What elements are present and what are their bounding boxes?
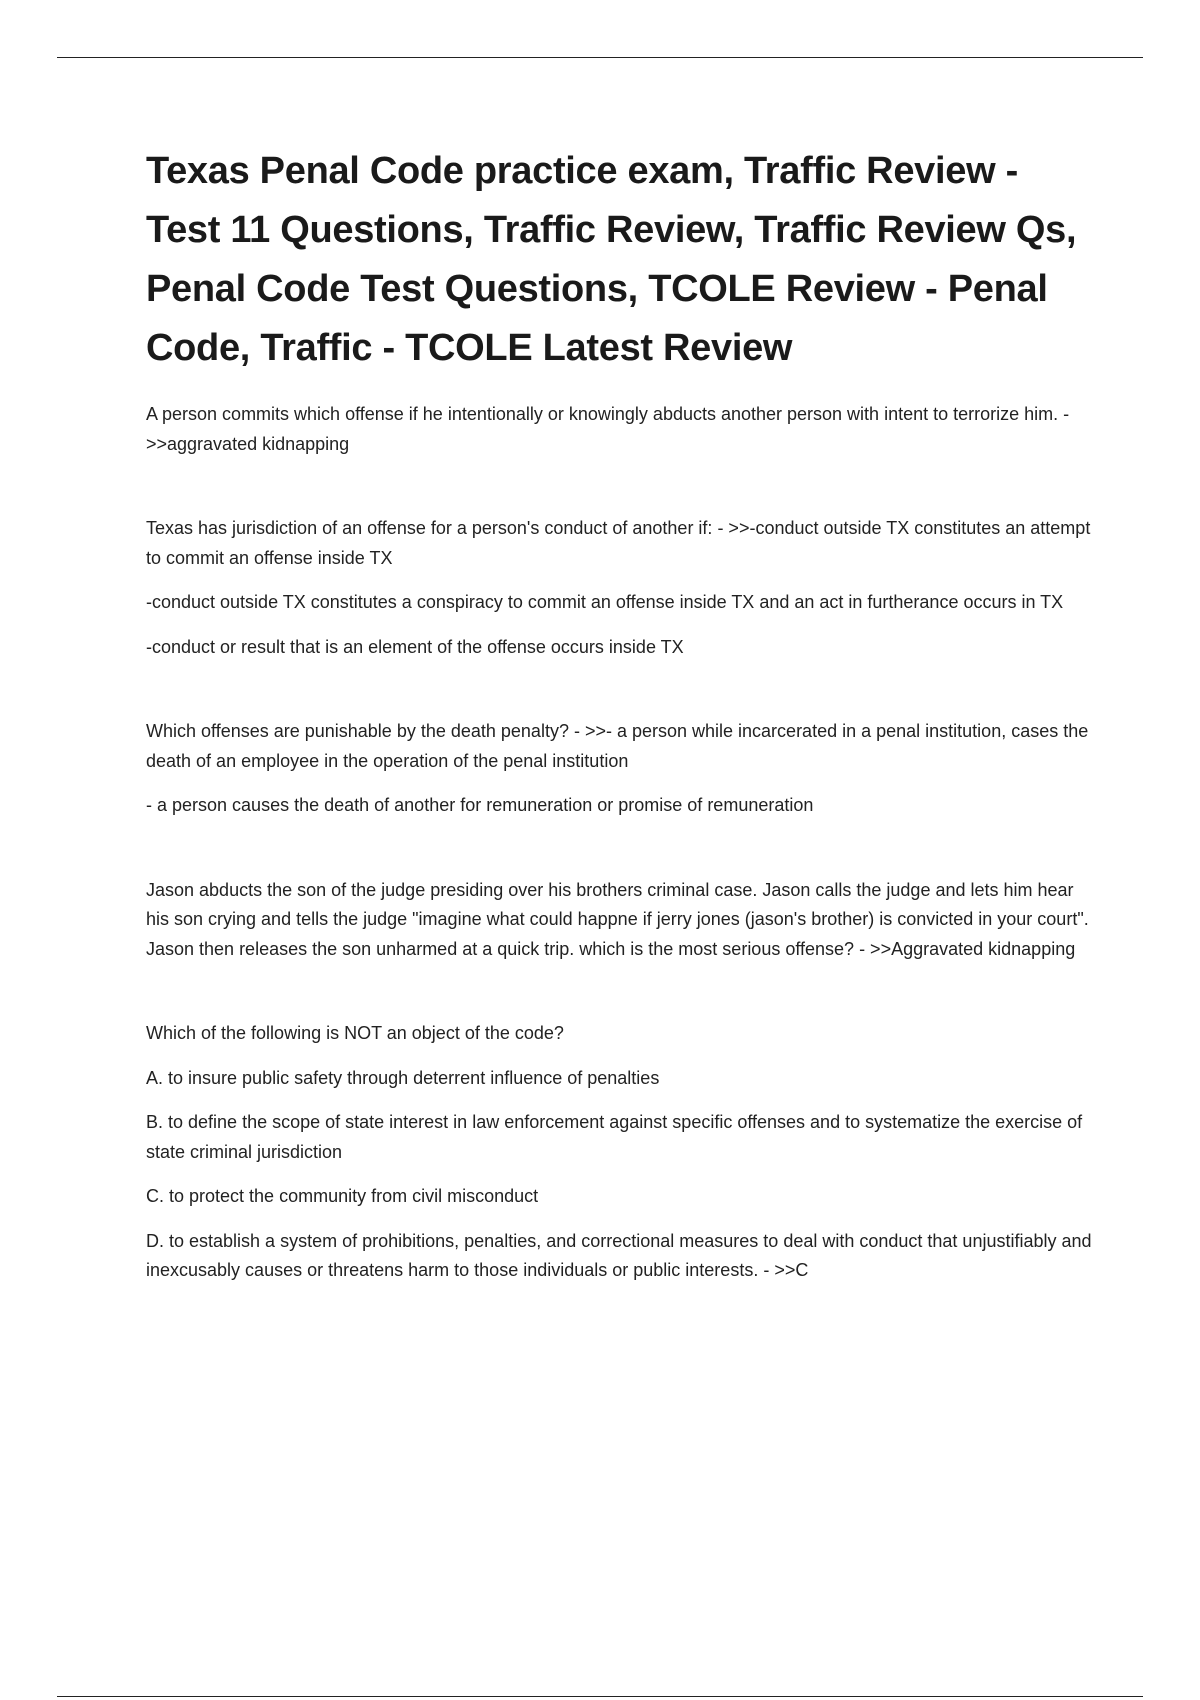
question-item-2	[146, 514, 1096, 662]
option-c: C. to protect the community from civil misconduct	[146, 1186, 539, 1206]
top-divider	[57, 57, 1143, 58]
question-text: Jason abducts the son of the judge presiding over his brothers criminal case. Jason calls the judge and lets him hear his son crying and tells the judge "imagine what could happne if jerry jones (jason's brother) is convicted in your court". Jason then releases the son unharmed at a quick trip. which is the most serious offense? - >>Aggravated kidnapping	[146, 879, 1089, 959]
question-text: A person commits which offense if he intentionally or knowingly abducts another person with intent to terrorize him. - >>aggravated kidnapping	[146, 404, 1070, 454]
answer-line: - a person causes the death of another for remuneration or promise of remuneration	[146, 795, 814, 815]
answer-line: -conduct or result that is an element of the offense occurs inside TX	[146, 636, 684, 657]
option-a: A. to insure public safety through deterrent influence of penalties	[146, 1067, 660, 1088]
question-list	[146, 400, 1096, 1286]
option-d: D. to establish a system of prohibitions, penalties, and correctional measures to deal with conduct that unjustifiably and inexcusably causes or threatens harm to those individuals or public interests. - >>C	[146, 1230, 1092, 1280]
question-item-3	[146, 717, 1096, 821]
document-title: Texas Penal Code practice exam, Traffic Review - Test 11 Questions, Traffic Review, Traffic Review Qs, Penal Code Test Questions, TCOLE Review - Penal Code, Traffic - TCOLE Latest Review	[146, 150, 1077, 369]
option-b: B. to define the scope of state interest in law enforcement against specific offenses and to systematize the exercise of state criminal jurisdiction	[146, 1112, 1083, 1162]
question-text: Which of the following is NOT an object of the code?	[146, 1023, 564, 1043]
question-item-1	[146, 400, 1096, 459]
question-item-5	[146, 1019, 1096, 1286]
answer-line: -conduct outside TX constitutes a conspiracy to commit an offense inside TX and an act in furtherance occurs in TX	[146, 592, 1064, 612]
bottom-divider	[57, 1696, 1143, 1697]
question-text: Which offenses are punishable by the death penalty? - >>- a person while incarcerated in a penal institution, cases the death of an employee in the operation of the penal institution	[146, 721, 1089, 771]
question-text: Texas has jurisdiction of an offense for a person's conduct of another if: - >>-conduct outside TX constitutes an attempt to commit an offense inside TX	[146, 518, 1091, 568]
question-item-4	[146, 876, 1096, 965]
document-body	[146, 142, 1096, 1286]
